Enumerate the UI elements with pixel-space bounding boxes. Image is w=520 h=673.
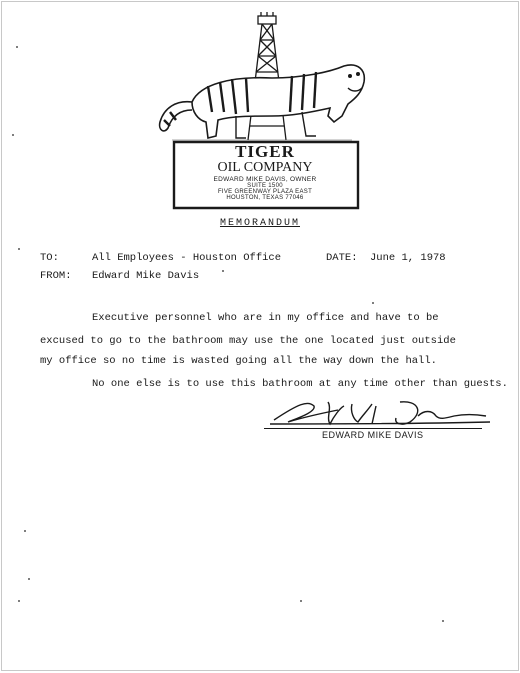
to-value: All Employees - Houston Office — [92, 252, 282, 264]
body-line-1: Executive personnel who are in my office and have to be — [92, 312, 439, 324]
to-label: TO: — [40, 252, 59, 264]
scan-speck — [16, 46, 18, 48]
memo-title: MEMORANDUM — [219, 218, 300, 229]
company-name: TIGER — [235, 142, 295, 161]
scan-speck — [442, 620, 444, 622]
owner-line: EDWARD MIKE DAVIS, OWNER — [213, 176, 317, 183]
date-value: June 1, 1978 — [370, 252, 446, 264]
scan-speck — [372, 302, 374, 304]
scan-speck — [24, 530, 26, 532]
scan-speck — [222, 270, 224, 272]
suite-line: SUITE 1500 — [247, 183, 283, 189]
scan-speck — [300, 600, 302, 602]
scan-speck — [28, 578, 30, 580]
scan-speck — [12, 134, 14, 136]
scan-speck — [18, 248, 20, 250]
body-line-4: No one else is to use this bathroom at any time other than guests. — [92, 378, 508, 390]
city-line: HOUSTON, TEXAS 77046 — [226, 195, 304, 201]
signature-name: EDWARD MIKE DAVIS — [322, 430, 424, 440]
street-line: FIVE GREENWAY PLAZA EAST — [217, 189, 313, 195]
letterhead-block — [172, 138, 358, 208]
body-line-3: my office so no time is wasted going all the way down the hall. — [40, 355, 437, 367]
from-label: FROM: — [40, 270, 72, 282]
date-label: DATE: — [326, 252, 358, 264]
scan-speck — [18, 600, 20, 602]
signature-rule — [264, 428, 482, 429]
body-line-2: excused to go to the bathroom may use the one located just outside — [40, 335, 456, 347]
memo-page — [1, 1, 519, 671]
from-value: Edward Mike Davis — [92, 270, 200, 282]
company-subtitle: OIL COMPANY — [217, 160, 313, 175]
